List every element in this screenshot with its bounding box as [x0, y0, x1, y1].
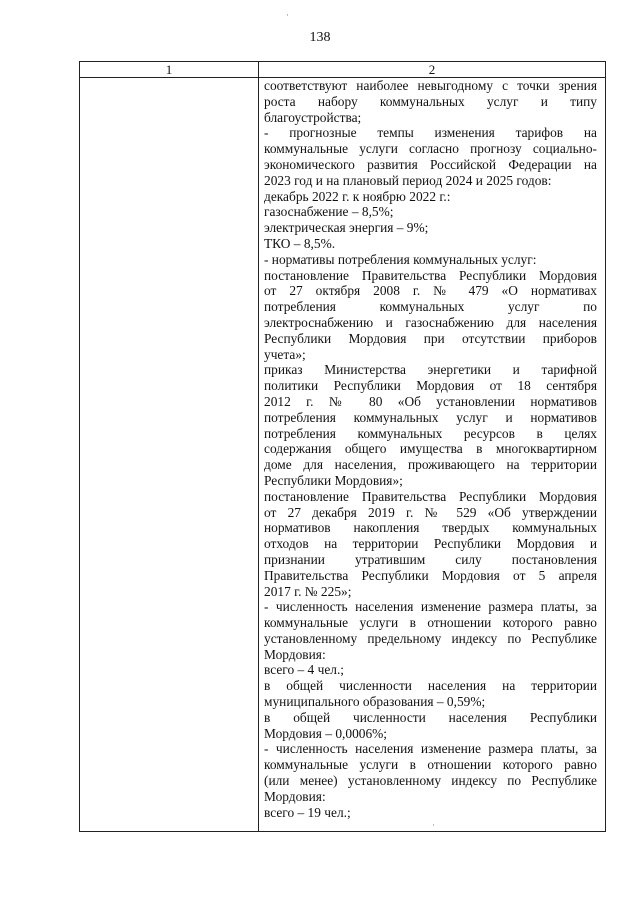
text-line: нормативов накопления твердых коммунальных: [264, 520, 597, 536]
text-line: в общей численности населения Республики: [264, 709, 597, 725]
text-line: декабрь 2022 г. к ноябрю 2022 г.:: [264, 188, 451, 204]
text-line: доме для населения, проживающего на территории: [264, 457, 597, 473]
text-line: содержания общего имущества в многоквартирном: [264, 441, 597, 457]
text-line: Мордовия:: [264, 788, 326, 804]
text-line: соответствуют наиболее невыгодному с точки зрения: [264, 78, 597, 93]
page-number: 138: [309, 30, 331, 45]
text-line: отходов на территории Республики Мордовия и: [264, 536, 597, 552]
text-line: постановление Правительства Республики Мордовия: [264, 488, 597, 504]
text-line: Республики Мордовия при отсутствии приборов: [264, 330, 597, 346]
text-line: электрическая энергия – 9%;: [264, 220, 429, 236]
text-line: всего – 4 чел.;: [264, 662, 345, 678]
text-line: потребления коммунальных ресурсов в целях: [264, 425, 597, 441]
text-line: муниципального образования – 0,59%;: [264, 694, 486, 710]
text-line: в общей численности населения на территории: [264, 678, 597, 694]
text-line: Мордовия:: [264, 646, 326, 662]
text-line: - прогнозные темпы изменения тарифов на: [264, 125, 597, 141]
text-line: - нормативы потребления коммунальных услуг:: [264, 251, 537, 267]
text-line: (или менее) установленному индексу по Республике: [264, 773, 597, 789]
text-line: 2012 г. № 80 «Об установлении нормативов: [264, 393, 597, 409]
column-header-2: 2: [428, 62, 436, 77]
text-line: признании утратившим силу постановления: [264, 551, 597, 567]
text-line: 2017 г. № 225»;: [264, 583, 352, 599]
text-line: благоустройства;: [264, 109, 362, 125]
text-line: от 27 декабря 2019 г. № 529 «Об утверждении: [264, 504, 597, 520]
text-line: установленному предельному индексу по Республике: [264, 630, 597, 646]
text-line: учета»;: [264, 346, 306, 362]
scan-speck: ·: [286, 10, 289, 20]
text-line: экономического развития Российской Федерации на: [264, 156, 597, 172]
table-cell-column-2: [264, 78, 597, 820]
text-line: коммунальные услуги в отношении которого равно: [264, 615, 597, 631]
text-line: газоснабжение – 8,5%;: [264, 204, 394, 220]
text-line: коммунальные услуги согласно прогнозу социально-: [264, 141, 597, 157]
text-line: политики Республики Мордовия от 18 сентября: [264, 378, 597, 394]
text-line: ТКО – 8,5%.: [264, 235, 336, 251]
text-line: - численность населения изменение размера платы, за: [264, 599, 597, 615]
text-line: электроснабжению и газоснабжению для населения: [264, 314, 597, 330]
text-line: коммунальные услуги в отношении которого равно: [264, 757, 597, 773]
text-line: от 27 октября 2008 г. № 479 «О нормативах: [264, 283, 597, 299]
table-header-row: [80, 62, 605, 78]
text-line: приказ Министерства энергетики и тарифной: [264, 362, 597, 378]
column-header-1: 1: [165, 62, 173, 77]
text-line: - численность населения изменение размера платы, за: [264, 741, 597, 757]
text-line: Мордовия – 0,0006%;: [264, 725, 388, 741]
text-line: потребления коммунальных услуг по: [264, 299, 597, 315]
document-table: [79, 61, 606, 832]
text-line: Республики Мордовия»;: [264, 472, 403, 488]
text-line: потребления коммунальных услуг и нормативов: [264, 409, 597, 425]
scan-speck: ·: [432, 820, 435, 830]
text-line: 2023 год и на плановый период 2024 и 2025 годов:: [264, 172, 552, 188]
text-line: роста набору коммунальных услуг и типу: [264, 93, 597, 109]
text-line: всего – 19 чел.;: [264, 804, 351, 820]
column-divider: [258, 62, 259, 831]
text-line: постановление Правительства Республики Мордовия: [264, 267, 597, 283]
text-line: Правительства Республики Мордовия от 5 апреля: [264, 567, 597, 583]
